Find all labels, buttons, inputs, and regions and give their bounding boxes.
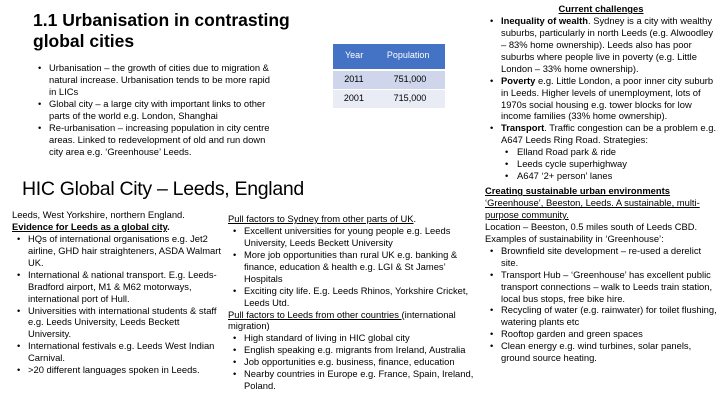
list-item: • Excellent universities for young people e.g. Leeds University, Leeds Beckett University [228, 225, 478, 249]
list-item: • Urbanisation – the growth of cities due to migration & natural increase. Urbanisation tends to be more rapid in LICs [33, 62, 273, 98]
list-item: • International festivals e.g. Leeds West Indian Carnival. [12, 340, 222, 364]
pull-uk-list [228, 225, 478, 309]
column-header-year: Year [333, 44, 375, 70]
pull-uk-heading: Pull factors to Sydney from other parts of UK. [228, 213, 417, 224]
evidence-heading: Evidence for Leeds as a global city. [12, 220, 170, 232]
list-item: • >20 different languages spoken in Leeds. [12, 364, 222, 376]
list-item: • Poverty e.g. Little London, a poor inner city suburb in Leeds. Higher levels of unemployment, lots of 1970s social housing e.g. tower blocks for low income families (33% home ownership). [485, 75, 717, 123]
table-cell: 2001 [333, 89, 375, 108]
list-item: • High standard of living in HIC global city [228, 332, 478, 344]
list-item: • English speaking e.g. migrants from Ireland, Australia [228, 344, 478, 356]
list-item: • Clean energy e.g. wind turbines, solar panels, ground source heating. [485, 340, 717, 364]
list-item: • More job opportunities than rural UK e.g. banking & finance, education & health e.g. LGI & St James’ Hospitals [228, 249, 478, 285]
list-item: • Elland Road park & ride [501, 146, 717, 158]
table-row [333, 89, 445, 108]
definitions-list [33, 62, 273, 158]
list-item: • International & national transport. E.g. Leeds-Bradford airport, M1 & M62 motorways, international port of Hull. [12, 269, 222, 305]
section-title: HIC Global City – Leeds, England [22, 178, 304, 200]
greenhouse-location: Location – Beeston, 0.5 miles south of Leeds CBD. [485, 220, 698, 232]
pull-factors-section [228, 213, 478, 392]
pull-other-list [228, 332, 478, 392]
examples-heading: Examples of sustainability in ‘Greenhouse’: [485, 232, 664, 244]
table-header-row [333, 44, 445, 70]
list-item: • Rooftop garden and green spaces [485, 328, 717, 340]
list-item: • Inequality of wealth. Sydney is a city with wealthy suburbs, particularly in north Leeds (e.g. Alwoodley – 83% home ownership). Leeds also has poor suburbs where people live in poverty (e.g. Little London – 33% home ownership). [485, 15, 717, 75]
table-cell: 715,000 [375, 89, 445, 108]
table-row [333, 70, 445, 89]
challenges-heading: Current challenges [558, 3, 644, 14]
location-text: Leeds, West Yorkshire, northern England. [12, 209, 185, 220]
right-column [485, 3, 717, 364]
greenhouse-description: ‘Greenhouse’, Beeston, Leeds. A sustainable, multi-purpose community. [485, 197, 700, 220]
column-header-population: Population [375, 44, 445, 70]
list-item: • Transport Hub – ‘Greenhouse’ has excellent public transport connections – walk to Leeds train station, local bus stops, free bike hire. [485, 269, 717, 305]
list-item: • Global city – a large city with important links to other parts of the world e.g. London, Shanghai [33, 98, 273, 122]
list-item: • A647 ‘2+ person’ lanes [501, 170, 717, 182]
list-item: • Brownfield site development – re-used a derelict site. [485, 245, 717, 269]
strategies-list [501, 146, 717, 182]
challenges-list [485, 15, 717, 182]
page-title: 1.1 Urbanisation in contrasting global cities [33, 10, 290, 51]
table-cell: 2011 [333, 70, 375, 89]
list-item: • Universities with international students & staff e.g. Leeds University, Leeds Beckett University. [12, 305, 222, 341]
list-item: • Job opportunities e.g. business, finance, education [228, 356, 478, 368]
list-item: • HQs of international organisations e.g. Jet2 airline, GHD hair straighteners, ASDA Walmart UK. [12, 233, 222, 269]
evidence-list [12, 233, 222, 376]
list-item: • Transport. Traffic congestion can be a problem e.g. A647 Leeds Ring Road. Strategies: • Elland Road park & ride • Leeds cycle superhighway • A647 ‘2+ person’ lanes [485, 122, 717, 182]
list-item: • Recycling of water (e.g. rainwater) for toilet flushing, watering plants etc [485, 304, 717, 328]
sustainability-list [485, 245, 717, 364]
population-table [333, 44, 445, 109]
pull-other-heading: Pull factors to Leeds from other countries (international migration) [228, 308, 456, 332]
list-item: • Exciting city life. E.g. Leeds Rhinos, Yorkshire Cricket, Leeds Utd. [228, 285, 478, 309]
table-cell: 751,000 [375, 70, 445, 89]
list-item: • Re-urbanisation – increasing population in city centre areas. Linked to redevelopment of old and run down city area e.g. ‘Greenhouse’ Leeds. [33, 122, 273, 158]
list-item: • Nearby countries in Europe e.g. France, Spain, Ireland, Poland. [228, 368, 478, 392]
list-item: • Leeds cycle superhighway [501, 158, 717, 170]
sustainable-heading: Creating sustainable urban environments [485, 185, 670, 197]
leeds-evidence-section [12, 209, 222, 376]
